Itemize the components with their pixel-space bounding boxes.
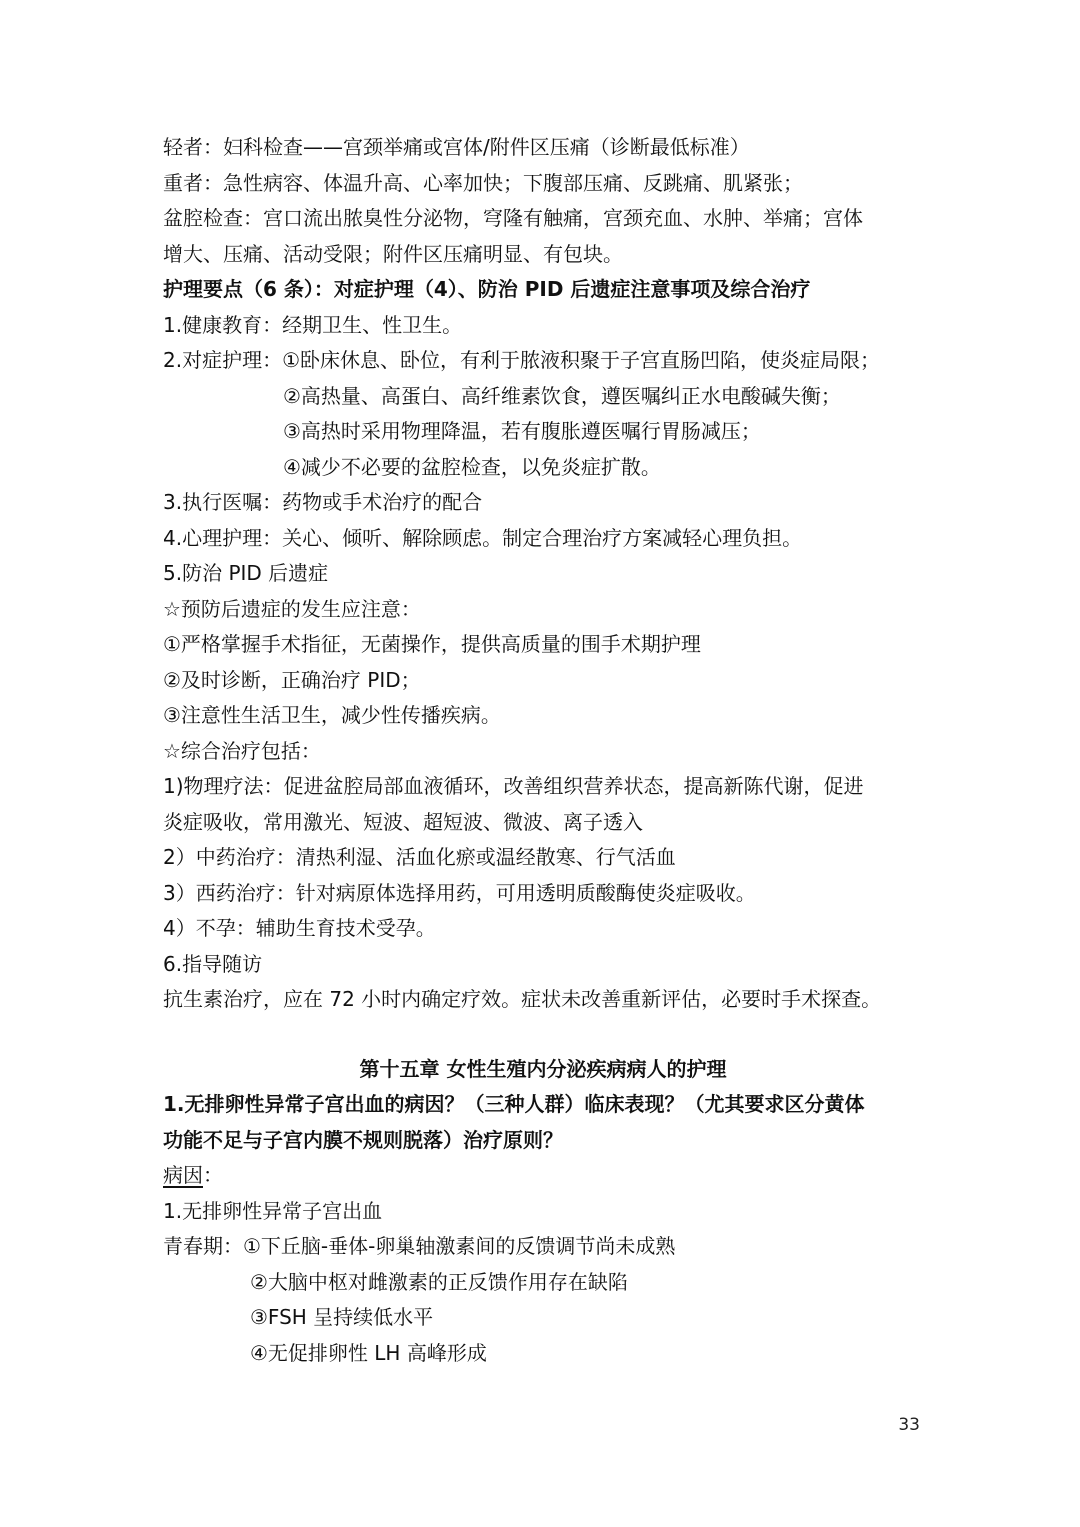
- list-item: 1.健康教育：经期卫生、性卫生。: [163, 312, 463, 337]
- text-line: 重者：急性病容、体温升高、心率加快；下腹部压痛、反跳痛、肌紧张；: [163, 170, 803, 195]
- list-item: 6.指导随访: [163, 951, 263, 976]
- sub-list-item: ③FSH 呈持续低水平: [250, 1305, 434, 1329]
- list-item: 4）不孕：辅助生育技术受孕。: [163, 916, 436, 940]
- list-item: 4.心理护理：关心、倾听、解除顾虑。制定合理治疗方案减轻心理负担。: [163, 525, 803, 550]
- sub-list-item: ③高热时采用物理降温，若有腹胀遵医嘱行胃肠减压；: [283, 419, 761, 443]
- chapter-title: 第十五章 女性生殖内分泌疾病病人的护理: [359, 1056, 727, 1081]
- question-heading: 功能不足与子宫内膜不规则脱落）治疗原则？: [163, 1127, 563, 1152]
- list-item: 2.对症护理：①卧床休息、卧位，有利于脓液积聚于子宫直肠凹陷，使炎症局限；: [163, 348, 881, 372]
- list-item: ②及时诊断，正确治疗 PID；: [163, 667, 421, 692]
- list-item: ③注意性生活卫生，减少性传播疾病。: [163, 703, 501, 727]
- combined-therapy-heading: ☆综合治疗包括：: [163, 738, 321, 763]
- page-number: 33: [898, 1415, 920, 1435]
- list-item: ①严格掌握手术指征，无菌操作，提供高质量的围手术期护理: [163, 632, 701, 656]
- sub-list-item: ④无促排卵性 LH 高峰形成: [250, 1340, 487, 1365]
- page-content: [163, 130, 923, 1371]
- nursing-points-heading: 护理要点（6 条）：对症护理（4）、防治 PID 后遗症注意事项及综合治疗: [163, 277, 811, 301]
- cause-label: 病因: [163, 1163, 203, 1187]
- sub-list-item: ④减少不必要的盆腔检查，以免炎症扩散。: [283, 454, 661, 479]
- sub-list-item: ②高热量、高蛋白、高纤维素饮食，遵医嘱纠正水电酸碱失衡；: [283, 383, 841, 408]
- list-item: 1.无排卵性异常子宫出血: [163, 1198, 383, 1223]
- cause-label-line: [163, 1158, 923, 1194]
- list-item: 3.执行医嘱：药物或手术治疗的配合: [163, 490, 483, 514]
- list-item: 2）中药治疗：清热利湿、活血化瘀或温经散寒、行气活血: [163, 845, 676, 869]
- question-heading: 1.无排卵性异常子宫出血的病因？（三种人群）临床表现？（尤其要求区分黄体: [163, 1092, 865, 1116]
- text-line: 增大、压痛、活动受限；附件区压痛明显、有包块。: [163, 241, 623, 266]
- list-item: 3）西药治疗：针对病原体选择用药，可用透明质酸酶使炎症吸收。: [163, 880, 756, 905]
- text-line: 盆腔检查：宫口流出脓臭性分泌物，穹隆有触痛，宫颈充血、水肿、举痛；宫体: [163, 206, 863, 230]
- list-item: 5.防治 PID 后遗症: [163, 561, 329, 585]
- section-gap: [163, 1018, 923, 1052]
- list-item: 炎症吸收，常用激光、短波、超短波、微波、离子透入: [163, 809, 643, 834]
- cause-colon: ：: [203, 1163, 223, 1187]
- prevention-heading: ☆预防后遗症的发生应注意：: [163, 596, 421, 621]
- list-item: 青春期：①下丘脑-垂体-卵巢轴激素间的反馈调节尚未成熟: [163, 1234, 676, 1258]
- list-item: 1)物理疗法：促进盆腔局部血液循环，改善组织营养状态，提高新陈代谢，促进: [163, 774, 864, 798]
- sub-list-item: ②大脑中枢对雌激素的正反馈作用存在缺陷: [250, 1269, 628, 1294]
- text-line: 轻者：妇科检查——宫颈举痛或宫体/附件区压痛（诊断最低标准）: [163, 135, 750, 159]
- text-line: 抗生素治疗，应在 72 小时内确定疗效。症状未改善重新评估，必要时手术探查。: [163, 987, 882, 1011]
